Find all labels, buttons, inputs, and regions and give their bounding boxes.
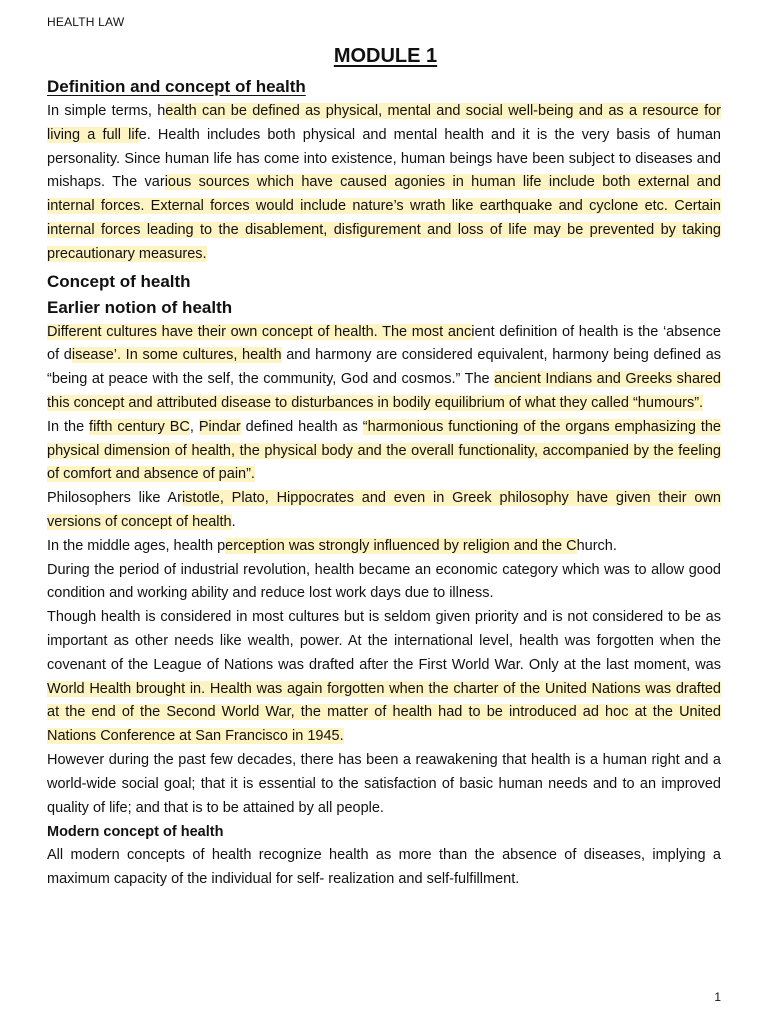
paragraph-earlier-notion bbox=[47, 321, 721, 416]
paragraph-pindar bbox=[47, 416, 721, 487]
modern-concept-heading: Modern concept of health bbox=[47, 824, 224, 841]
text-run: In simple terms, h bbox=[47, 103, 166, 119]
paragraph-reawakening: However during the past few decades, there has been a reawakening that health is a human right and a world-wide social goal; that it is essential to the satisfaction of basic human needs and to an improved quality of life; and that is to be attained by all people. bbox=[47, 751, 721, 816]
paragraph-definition bbox=[47, 100, 721, 267]
highlighted-text: fifth century BC bbox=[89, 418, 190, 435]
text-run: Though health is considered in most cultures but is seldom given priority and is not considered to be as important as other needs like wealth, power. At the international level, health was forgotten when the covenant of the League of Nations was drafted after the First World War. Only at the last moment, was bbox=[47, 609, 721, 673]
highlighted-text: istotle, Plato, Hippocrates and even in Greek philosophy have given their own versions of concept of health bbox=[47, 490, 721, 530]
paragraph-middle-ages bbox=[47, 535, 721, 559]
page-number: 1 bbox=[714, 990, 721, 1004]
module-title bbox=[0, 45, 768, 68]
running-header: HEALTH LAW bbox=[47, 15, 125, 29]
concept-heading: Concept of health bbox=[47, 271, 191, 291]
text-run: , bbox=[189, 418, 199, 435]
highlighted-text: “harmonious functioning of the organs emphasizing the physical dimension of health, the physical body and the overall functionality, accompanied by the feeling of comfort and absence of pain”. bbox=[47, 418, 721, 483]
highlighted-text: Different cultures have their own concept of health. The most anci bbox=[47, 323, 475, 340]
highlighted-text: ious sources which have caused agonies in human life include both external and internal forces. External forces would include nature’s wrath like earthquake and cyclone etc. Certain internal forces leading to the disablement, disfigurement and loss of life may be prevented by taking precautionary measures. bbox=[47, 174, 721, 262]
highlighted-text: ancient Indians and Greeks shared this concept and attributed disease to disturbances in bodily equilibrium of what they called “humours”. bbox=[47, 371, 721, 411]
paragraph-modern-concept: All modern concepts of health recognize health as more than the absence of diseases, implying a maximum capacity of the individual for self- realization and self-fulfillment. bbox=[47, 847, 721, 888]
text-run: Philosophers like Ar bbox=[47, 490, 182, 507]
highlighted-text: Pindar bbox=[198, 418, 241, 435]
paragraph-philosophers bbox=[47, 487, 721, 535]
definition-heading-text: Definition and concept of health bbox=[47, 77, 306, 96]
paragraph-industrial-revolution: During the period of industrial revolution, health became an economic category which was to allow good condition and working ability and reduce lost work days due to illness. bbox=[47, 561, 721, 602]
paragraph-league-of-nations bbox=[47, 606, 721, 749]
text-run: e. Health includes both physical and mental health and it is the very basis of human personality. Since human life has come into existence, human beings have been subject to diseases and mishaps. The var bbox=[47, 126, 721, 191]
text-run: . bbox=[231, 513, 236, 530]
module-title-text: MODULE 1 bbox=[333, 45, 438, 67]
text-run: and harmony are considered equivalent, harmony being defined as “being at peace with the self, the community, God and cosmos.” The bbox=[47, 347, 722, 388]
body-content bbox=[47, 74, 721, 892]
text-run: defined health as bbox=[240, 418, 363, 435]
text-run: hurch. bbox=[576, 537, 617, 554]
highlighted-text: World Health brought in. Health was again forgotten when the charter of the United Nations was drafted at the end of the Second World War, the matter of health had to be introduced ad hoc at the United Nations Conference at San Francisco in 1945. bbox=[47, 680, 721, 745]
text-run: ent definition of health is the ‘absence of d bbox=[47, 323, 721, 364]
text-run: In the bbox=[47, 418, 90, 435]
highlighted-text: erception was strongly influenced by religion and the C bbox=[225, 537, 577, 554]
highlighted-text: isease’. In some cultures, health bbox=[71, 347, 282, 364]
highlighted-text: ealth can be defined as physical, mental and social well-being and as a resource for living a full lif bbox=[47, 103, 721, 143]
definition-heading bbox=[47, 74, 721, 100]
earlier-notion-heading: Earlier notion of health bbox=[47, 297, 233, 317]
text-run: In the middle ages, health p bbox=[47, 537, 226, 554]
